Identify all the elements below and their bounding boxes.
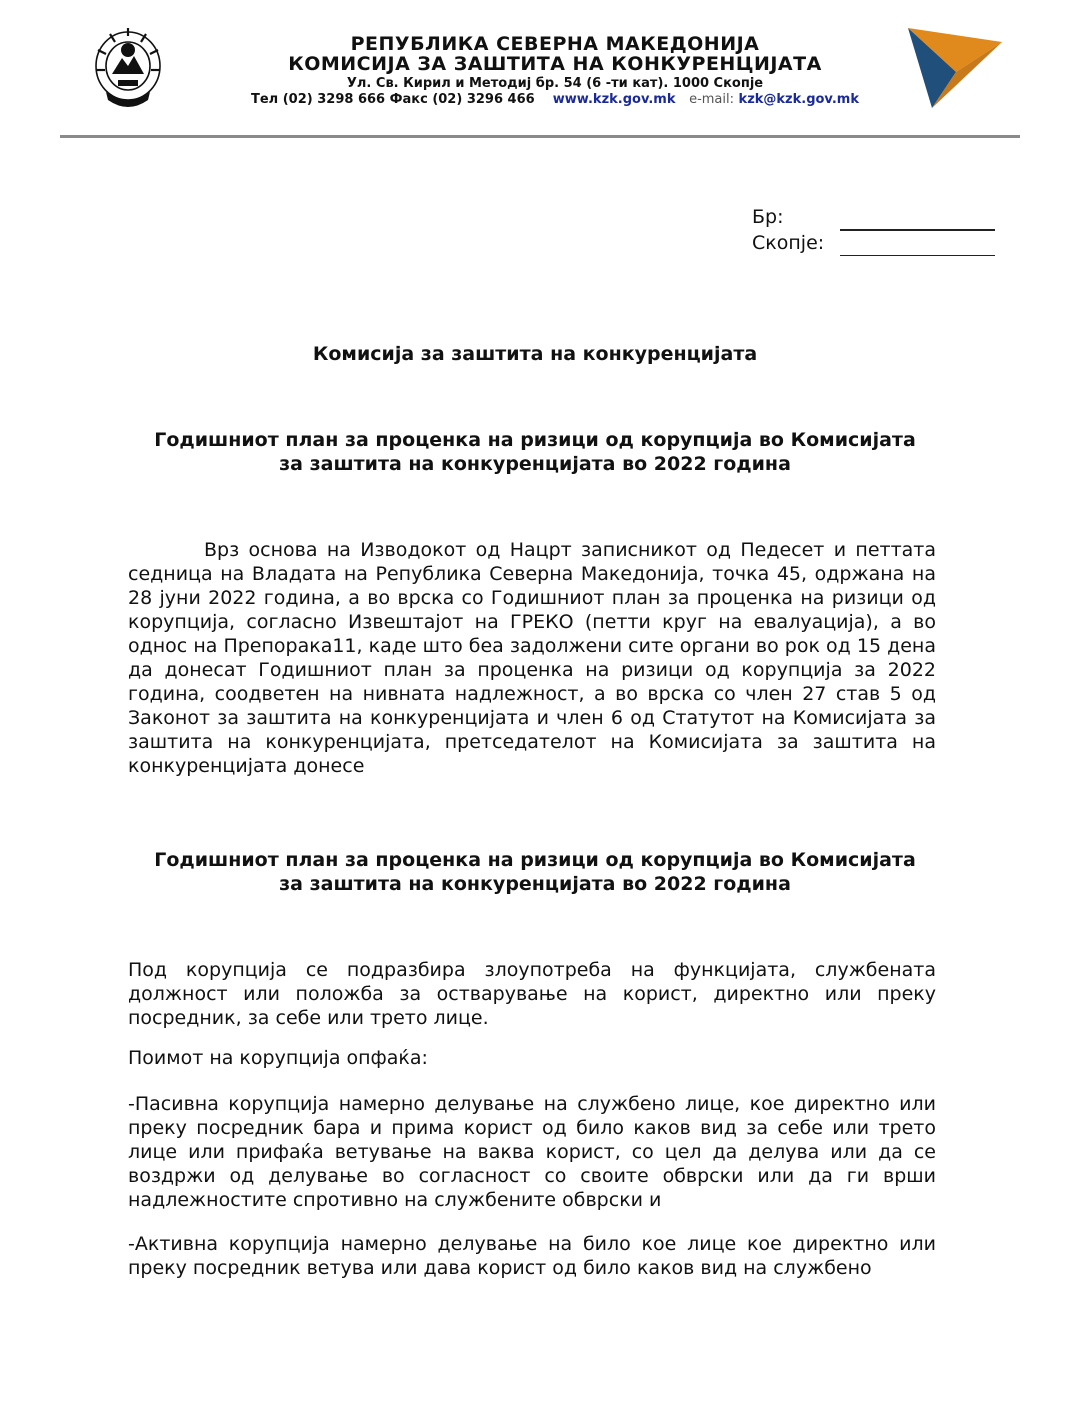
reference-number-label: Бр: xyxy=(752,206,784,228)
includes-paragraph: Поимот на корупција опфаќа: xyxy=(128,1047,428,1069)
commission-logo xyxy=(904,26,1004,110)
header-email-link[interactable]: kzk@kzk.gov.mk xyxy=(738,92,859,107)
header-website-link[interactable]: www.kzk.gov.mk xyxy=(552,92,676,107)
plan-title-line-1: Годишниот план за проценка на ризици од корупција во Комисијата xyxy=(154,429,916,451)
definition-paragraph: Под корупција се подразбира злоупотреба на функцијата, службената должност или положба за остварување на корист, директно или преку посредник, за себе или трето лице. xyxy=(128,959,936,1029)
header-commission-name: КОМИСИЈА ЗА ЗАШТИТА НА КОНКУРЕНЦИЈАТА xyxy=(288,53,822,75)
header-email-label: e-mail: xyxy=(689,92,735,107)
header-address: Ул. Св. Кирил и Методиј бр. 54 (6 -ти кат). 1000 Скопје xyxy=(346,76,764,91)
header-contacts xyxy=(200,92,910,108)
plan-title-2-line-2: за заштита на конкуренцијата во 2022 година xyxy=(279,873,791,895)
reference-place-label: Скопје: xyxy=(752,232,825,254)
passive-corruption-paragraph: -Пасивна корупција намерно делување на службено лице, кое директно или преку посредник бара и прима корист од било каков вид за себе или трето лице или прифаќа ветување на ваква корист, со цел да делува или да се воздржи од делување во согласност со своите обврски или да ги врши надлежностите спротивно на службените обврски и xyxy=(128,1093,936,1211)
intro-paragraph xyxy=(128,538,936,778)
header-divider xyxy=(60,135,1020,138)
plan-title-line-2: за заштита на конкуренцијата во 2022 година xyxy=(279,453,791,475)
intro-paragraph-text: Врз основа на Изводокот од Нацрт записникот од Педесет и петтата седница на Владата на Република Северна Македонија, точка 45, одржана на 28 јуни 2022 година, а во врска со Годишниот план за проценка на ризици од корупција, согласно Извештајот на ГРЕКО (петти круг на евалуација), а во однос на Препорака11, каде што беа задолжени сите органи во рок од 15 дена да донесат Годишниот план за проценка на ризици од корупција за 2022 година, соодветен на нивната надлежност, а во врска со член 27 став 5 од Законот за заштита на конкуренцијата и член 6 од Статутот на Комисијата за заштита на конкуренцијата, претседателот на Комисијата за заштита на конкуренцијата донесе xyxy=(128,539,936,777)
reference-number-field xyxy=(840,229,995,231)
header-phone-fax: Тел (02) 3298 666 Факс (02) 3296 466 xyxy=(251,92,535,107)
header-country-name: РЕПУБЛИКА СЕВЕРНА МАКЕДОНИЈА xyxy=(350,33,760,55)
reference-date-field xyxy=(840,255,995,256)
institution-title: Комисија за заштита на конкуренцијата xyxy=(312,343,758,365)
plan-title-2-line-1: Годишниот план за проценка на ризици од корупција во Комисијата xyxy=(154,849,916,871)
active-corruption-paragraph: -Активна корупција намерно делување на било кое лице кое директно или преку посредник ветува или дава корист од било каков вид на службено xyxy=(128,1233,936,1279)
coat-of-arms-emblem xyxy=(88,22,168,116)
